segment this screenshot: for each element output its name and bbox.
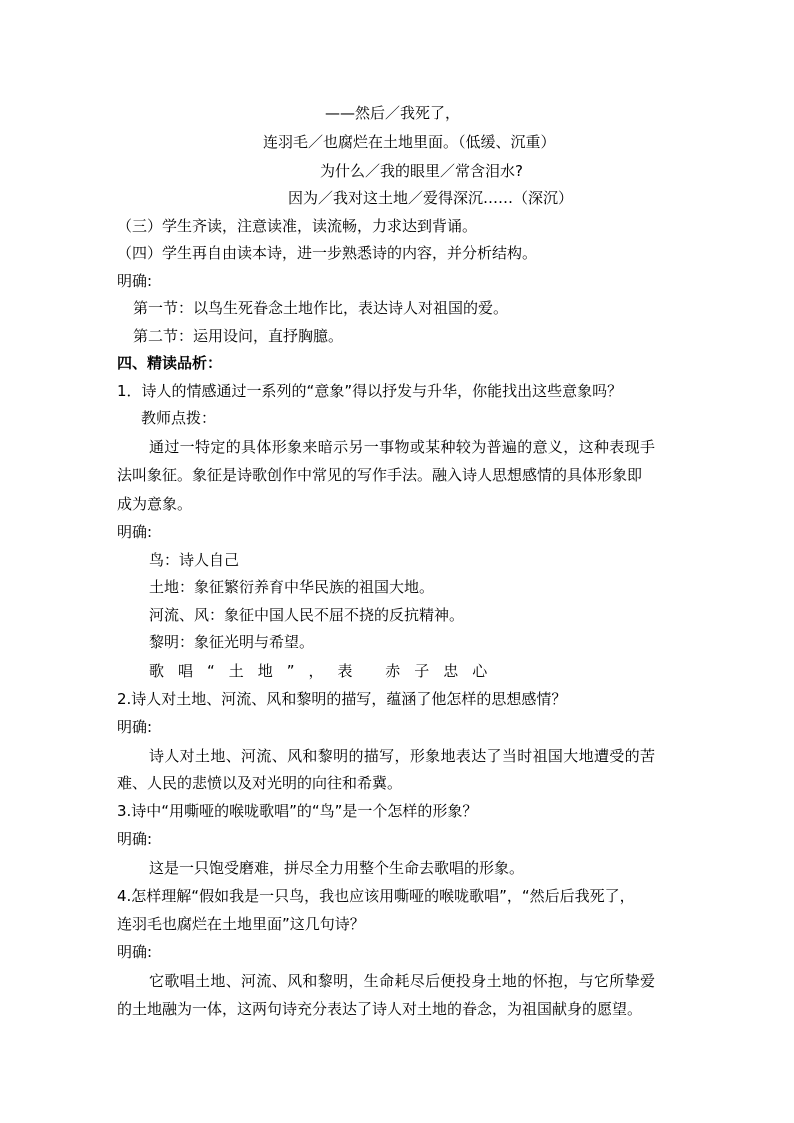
poem-line-2: 连羽毛／也腐烂在土地里面。（低缓、沉重） [263, 133, 556, 151]
answer-three: 这是一只饱受磨难，拼尽全力用整个生命去歌唱的形象。 [149, 859, 525, 877]
mingque-label: 明确: [117, 830, 153, 848]
poem-line-1: ——然后／我死了， [325, 104, 461, 122]
question-one: 1．诗人的情感通过一系列的“意象”得以抒发与升华，你能找出这些意象吗？ [117, 382, 623, 400]
question-three: 3.诗中“用嘶哑的喉咙歌唱”的“鸟”是一个怎样的形象？ [117, 802, 478, 820]
answer-four-line-2: 的土地融为一体，这两句诗充分表达了诗人对土地的眷念，为祖国献身的愿望。 [117, 1000, 643, 1018]
step-four: （四）学生再自由读本诗，进一步熟悉诗的内容，并分析结构。 [117, 244, 538, 262]
answer-two-line-1: 诗人对土地、河流、风和黎明的描写，形象地表达了当时祖国大地遭受的苦 [149, 747, 655, 765]
question-two: 2.诗人对土地、河流、风和黎明的描写，蕴涵了他怎样的思想感情？ [117, 690, 567, 708]
mingque-label: 明确: [117, 272, 153, 290]
image-summary-line: 歌唱“土地”，表 赤子忠心 [149, 662, 502, 680]
question-four-line-1: 4.怎样理解“假如我是一只鸟，我也应该用嘶哑的喉咙歌唱”，“然后后我死了， [117, 887, 635, 905]
tip-paragraph-line-3: 成为意象。 [117, 495, 193, 513]
image-land: 土地：象征繁衍养育中华民族的祖国大地。 [149, 578, 435, 596]
answer-two-line-2: 难、人民的悲愤以及对光明的向往和希冀。 [117, 774, 403, 792]
question-four-line-2: 连羽毛也腐烂在土地里面”这几句诗？ [117, 915, 365, 933]
teacher-tip-label: 教师点拨： [141, 409, 217, 427]
image-bird: 鸟：诗人自己 [149, 551, 240, 569]
section-two-summary: 第二节：运用设问，直抒胸臆。 [133, 327, 344, 345]
poem-line-3: 为什么／我的眼里／常含泪水? [320, 162, 523, 180]
mingque-label: 明确: [117, 943, 153, 961]
section-heading: 四、精读品析： [117, 354, 223, 372]
tip-paragraph-line-2: 法叫象征。象征是诗歌创作中常见的写作手法。融入诗人思想感情的具体形象即 [117, 466, 643, 484]
step-three: （三）学生齐读，注意读准，读流畅，力求达到背诵。 [117, 217, 478, 235]
mingque-label: 明确: [117, 718, 153, 736]
image-dawn: 黎明：象征光明与希望。 [149, 633, 315, 651]
image-river-wind: 河流、风：象征中国人民不屈不挠的反抗精神。 [149, 606, 465, 624]
mingque-label: 明确: [117, 523, 153, 541]
answer-four-line-1: 它歌唱土地、河流、风和黎明，生命耗尽后便投身土地的怀抱，与它所挚爱 [149, 972, 655, 990]
poem-line-4: 因为／我对这土地／爱得深沉……（深沉） [288, 189, 574, 207]
tip-paragraph-line-1: 通过一特定的具体形象来暗示另一事物或某种较为普遍的意义，这种表现手 [149, 438, 655, 456]
section-one-summary: 第一节：以鸟生死眷念土地作比，表达诗人对祖国的爱。 [133, 299, 509, 317]
